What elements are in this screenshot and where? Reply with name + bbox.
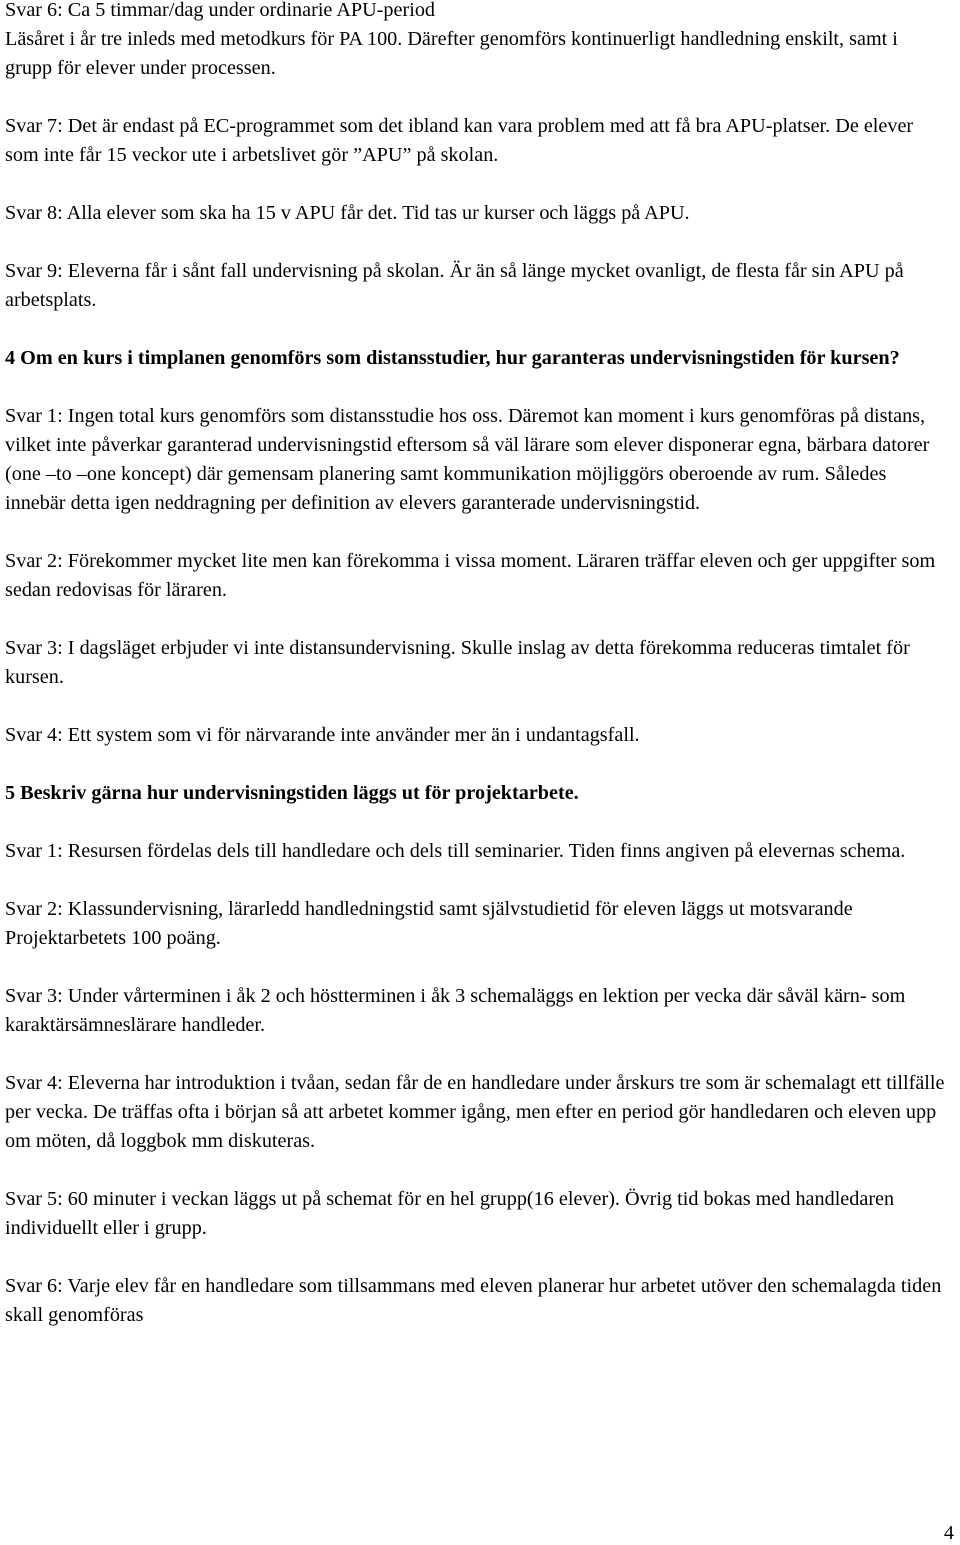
answer-paragraph: Svar 4: Ett system som vi för närvarande inte använder mer än i undantagsfall.: [5, 724, 640, 746]
answer-paragraph: Svar 5: 60 minuter i veckan läggs ut på schemat för en hel grupp(16 elever). Övrig tid bokas med handledaren individuellt eller i grupp.: [5, 1188, 895, 1239]
answer-paragraph: Svar 1: Ingen total kurs genomförs som distansstudie hos oss. Däremot kan moment i kurs genomföras på distans, vilket inte påverkar garanterad undervisningstid eftersom så väl lärare som elever disponerar egna, bärbara datorer (one –to –one koncept) där gemensam planering samt kommunikation möjliggörs oberoende av rum. Således innebär detta igen neddragning per definition av elevers garanterade undervisningstid.: [5, 405, 930, 514]
document-page: [5, 0, 950, 1359]
answer-paragraph: Svar 9: Eleverna får i sånt fall undervisning på skolan. Är än så länge mycket ovanligt, de flesta får sin APU på arbetsplats.: [5, 260, 904, 311]
page-number: 4: [943, 1522, 954, 1544]
answer-paragraph: Svar 3: I dagsläget erbjuder vi inte distansundervisning. Skulle inslag av detta förekomma reduceras timtalet för kursen.: [5, 637, 910, 688]
answer-paragraph: Svar 3: Under vårterminen i åk 2 och höstterminen i åk 3 schemaläggs en lektion per vecka där såväl kärn- som karaktärsämneslärare handleder.: [5, 985, 906, 1036]
answer-paragraph: Svar 6: Ca 5 timmar/dag under ordinarie APU-period: [5, 0, 436, 21]
answer-paragraph: Svar 6: Varje elev får en handledare som tillsammans med eleven planerar hur arbetet utöver den schemalagda tiden skall genomföras: [5, 1275, 942, 1326]
answer-paragraph: Svar 2: Förekommer mycket lite men kan förekomma i vissa moment. Läraren träffar eleven och ger uppgifter som sedan redovisas för läraren.: [5, 550, 936, 601]
question-heading: 4 Om en kurs i timplanen genomförs som distansstudier, hur garanteras undervisningstiden för kursen?: [5, 347, 900, 369]
answer-paragraph: Svar 7: Det är endast på EC-programmet som det ibland kan vara problem med att få bra APU-platser. De elever som inte får 15 veckor ute i arbetslivet gör ”APU” på skolan.: [5, 115, 914, 166]
answer-paragraph: Svar 2: Klassundervisning, lärarledd handledningstid samt självstudietid för eleven läggs ut motsvarande Projektarbetets 100 poäng.: [5, 898, 853, 949]
answer-paragraph: Läsåret i år tre inleds med metodkurs för PA 100. Därefter genomförs kontinuerligt handledning enskilt, samt i grupp för elever under processen.: [5, 28, 898, 79]
question-heading: 5 Beskriv gärna hur undervisningstiden läggs ut för projektarbete.: [5, 782, 579, 804]
answer-paragraph: Svar 4: Eleverna har introduktion i tvåan, sedan får de en handledare under årskurs tre som är schemalagt ett tillfälle per vecka. De träffas ofta i början så att arbetet kommer igång, men efter en period gör handledaren och eleven upp om möten, då loggbok mm diskuteras.: [5, 1072, 945, 1152]
answer-paragraph: Svar 1: Resursen fördelas dels till handledare och dels till seminarier. Tiden finns angiven på elevernas schema.: [5, 840, 906, 862]
answer-paragraph: Svar 8: Alla elever som ska ha 15 v APU får det. Tid tas ur kurser och läggs på APU.: [5, 202, 690, 224]
